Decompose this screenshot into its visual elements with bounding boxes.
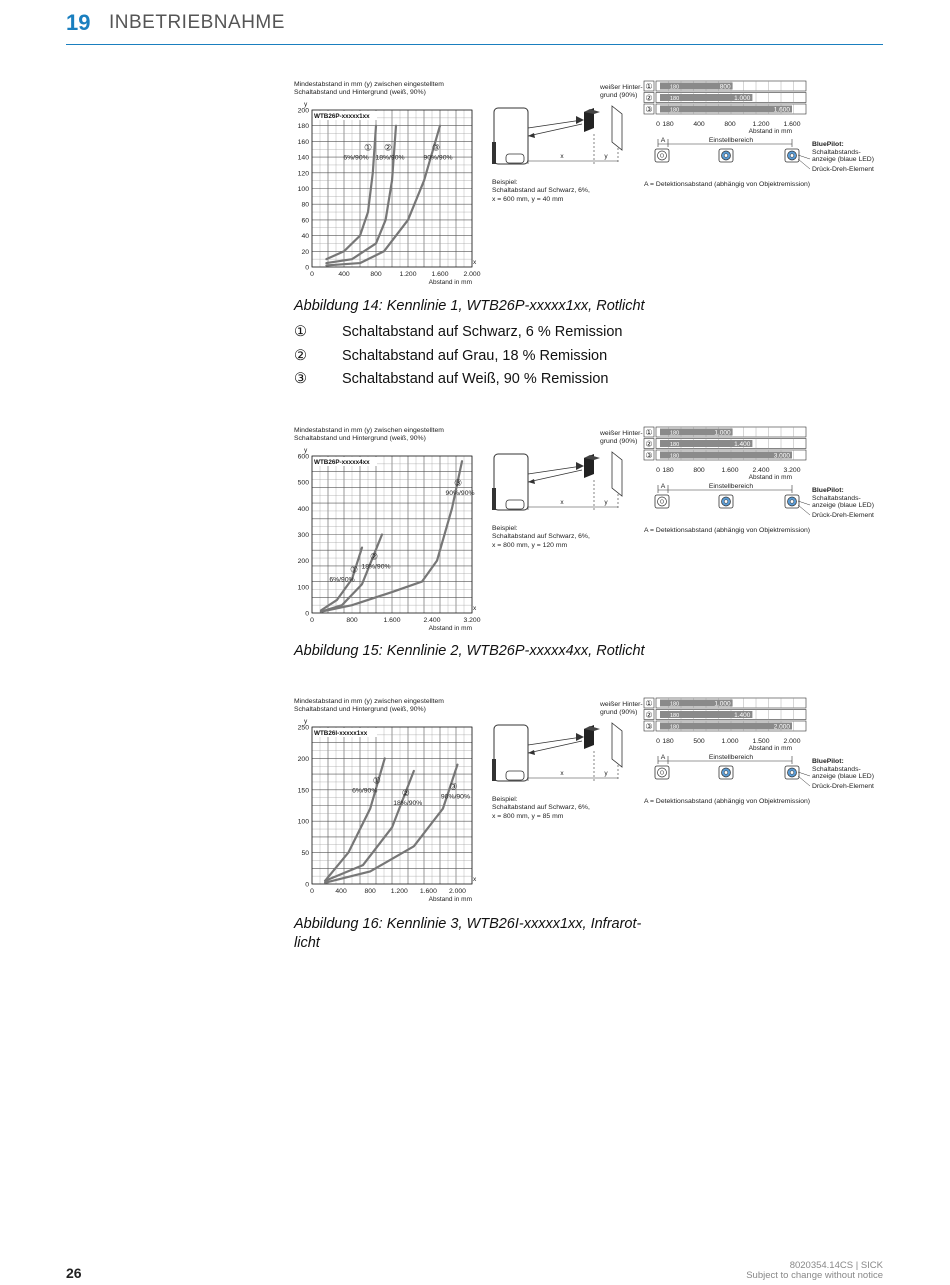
example-text: Schaltabstand auf Schwarz, 6%, xyxy=(492,533,590,540)
scale-tick-label: 180 xyxy=(662,121,674,128)
background-label: weißer Hinter- xyxy=(600,430,643,437)
arrow-head xyxy=(576,462,584,470)
detection-distance-note: A = Detektionsabstand (abhängig von Objektremission) xyxy=(644,181,811,188)
bar-value-label: 1.400 xyxy=(734,712,751,719)
scale-tick-label: 800 xyxy=(693,467,705,474)
y-tick-label: 100 xyxy=(297,818,309,826)
y-tick-label: 160 xyxy=(297,138,309,146)
scale-tick-label: 400 xyxy=(693,121,705,128)
page-number: 26 xyxy=(66,1265,82,1281)
knob-center-icon xyxy=(790,154,794,158)
bar-min-label: 180 xyxy=(670,96,680,102)
legend-number: ③ xyxy=(294,371,307,387)
bar-value-label: 1.000 xyxy=(714,700,731,708)
scale-tick-label: 180 xyxy=(662,738,674,745)
bar-min-label: 180 xyxy=(670,724,680,731)
bluepilot-title: BluePilot: xyxy=(812,141,844,148)
example-text: Schaltabstand auf Schwarz, 6%, xyxy=(492,187,590,194)
arrow-head xyxy=(528,750,535,755)
scale-tick-label: 2.000 xyxy=(783,738,801,745)
scale-title: Abstand in mm xyxy=(748,474,792,481)
row-number: ③ xyxy=(645,105,653,114)
y-tick-label: 140 xyxy=(297,154,309,162)
series-number-mark: ③ xyxy=(449,781,458,792)
range-bar xyxy=(660,452,792,459)
row-number: ② xyxy=(645,93,653,103)
dim-y-label: y xyxy=(604,770,608,777)
knob-center-icon xyxy=(724,500,728,504)
bluepilot-text: Drück-Dreh-Element xyxy=(812,512,874,519)
x-axis-letter: x xyxy=(473,259,477,266)
series-line xyxy=(321,461,462,611)
series-number-mark: ③ xyxy=(431,142,441,153)
x-tick-label: 800 xyxy=(370,271,382,278)
figure-15-caption: Abbildung 15: Kennlinie 2, WTB26P-xxxxx4xx, Rotlicht xyxy=(294,643,645,659)
background-label: weißer Hinter- xyxy=(600,84,643,91)
x-axis-title: Abstand in mm xyxy=(428,896,472,903)
dim-x-label: x xyxy=(560,499,564,506)
arrow-head xyxy=(576,733,584,741)
scale-tick-label: 180 xyxy=(662,467,674,474)
dim-x-label: x xyxy=(560,770,564,777)
figure-15 xyxy=(292,424,882,634)
label-range: Einstellbereich xyxy=(708,137,754,144)
chapter-title: INBETRIEBNAHME xyxy=(109,12,285,33)
scale-tick-label: 1.500 xyxy=(752,738,770,745)
sensor-connector xyxy=(506,771,524,780)
arrow-head xyxy=(576,116,584,124)
dim-y-label: y xyxy=(604,153,608,160)
scale-tick-label: 3.200 xyxy=(783,467,801,474)
light-ray xyxy=(528,470,582,482)
label-range: Einstellbereich xyxy=(708,483,754,490)
example-text: x = 800 mm, y = 120 mm xyxy=(492,542,568,549)
y-tick-label: 0 xyxy=(305,610,309,618)
x-tick-label: 3.200 xyxy=(463,617,481,624)
x-tick-label: 2.000 xyxy=(463,271,481,278)
x-tick-label: 1.600 xyxy=(383,617,401,624)
scale-tick-label: 1.200 xyxy=(752,121,770,128)
row-number: ① xyxy=(645,699,653,708)
x-tick-label: 400 xyxy=(338,271,350,278)
y-axis-letter: y xyxy=(304,718,308,725)
chart-grid xyxy=(312,110,472,267)
series-number-mark: ② xyxy=(369,551,379,562)
range-bar xyxy=(660,106,792,113)
figure-14-caption: Abbildung 14: Kennlinie 1, WTB26P-xxxxx1xx, Rotlicht xyxy=(294,298,645,314)
scale-tick-label: 2.400 xyxy=(752,467,770,474)
scale-title: Abstand in mm xyxy=(748,745,792,752)
y-axis-letter: y xyxy=(304,101,308,108)
series-label: 18%/90% xyxy=(361,563,391,571)
x-axis-title: Abstand in mm xyxy=(428,279,472,286)
bar-value-label: 1.600 xyxy=(773,106,790,114)
y-tick-label: 40 xyxy=(301,233,309,241)
knob-center-icon xyxy=(724,154,728,158)
legend-number: ① xyxy=(294,324,307,340)
bluepilot-text: Schaltabstands- xyxy=(812,766,861,773)
figure-14 xyxy=(292,78,882,288)
pointer-line xyxy=(798,776,810,786)
y-tick-label: 200 xyxy=(297,107,309,115)
series-label: 18%/90% xyxy=(375,154,405,162)
series-label: 18%/90% xyxy=(393,799,423,807)
knob-center-icon xyxy=(660,154,664,158)
y-tick-label: 500 xyxy=(297,479,309,487)
light-ray xyxy=(528,466,582,474)
sensor-diagram xyxy=(492,84,643,203)
detection-distance-note: A = Detektionsabstand (abhängig von Objektremission) xyxy=(644,798,811,805)
sensor-connector xyxy=(506,154,524,163)
series-number-mark: ① xyxy=(363,142,373,153)
chart-grid xyxy=(312,456,475,613)
series-label: 6%/90% xyxy=(352,787,378,795)
example-title: Beispiel: xyxy=(492,525,518,532)
y-axis-title: Schaltabstand und Hintergrund (weiß, 90%) xyxy=(294,435,426,442)
row-number: ② xyxy=(645,710,653,720)
row-number: ② xyxy=(645,439,653,449)
x-tick-label: 0 xyxy=(310,617,314,624)
x-tick-label: 1.200 xyxy=(390,888,408,895)
bluepilot-text: anzeige (blaue LED) xyxy=(812,773,874,780)
y-tick-label: 150 xyxy=(297,787,309,795)
example-text: x = 600 mm, y = 40 mm xyxy=(492,196,564,203)
y-tick-label: 600 xyxy=(297,453,309,461)
caption-line: Abbildung 16: Kennlinie 3, WTB26I-xxxxx1xx, Infrarot- xyxy=(294,916,642,932)
bluepilot-text: anzeige (blaue LED) xyxy=(812,502,874,509)
y-tick-label: 200 xyxy=(297,755,309,763)
legend-text: Schaltabstand auf Weiß, 90 % Remission xyxy=(342,371,609,387)
document-id: 8020354.14CS | SICK xyxy=(789,1260,883,1271)
background-label: grund (90%) xyxy=(600,92,638,99)
y-tick-label: 100 xyxy=(297,186,309,193)
bar-min-label: 180 xyxy=(670,701,680,708)
y-axis-title: Mindestabstand in mm (y) zwischen eingestelltem xyxy=(294,427,444,434)
bar-value-label: 3.000 xyxy=(773,452,790,460)
y-axis-title: Schaltabstand und Hintergrund (weiß, 90%) xyxy=(294,706,426,713)
example-title: Beispiel: xyxy=(492,796,518,803)
knob-center-icon xyxy=(724,771,728,775)
pointer-line xyxy=(798,501,810,505)
range-table xyxy=(644,698,874,805)
x-tick-label: 0 xyxy=(310,271,314,278)
scale-tick-label: 500 xyxy=(693,738,705,745)
figure-16 xyxy=(292,695,882,905)
x-tick-label: 2.000 xyxy=(448,888,466,895)
scale-tick-label: 0 xyxy=(656,738,660,745)
legend-text: Schaltabstand auf Schwarz, 6 % Remission xyxy=(342,324,623,340)
page-header xyxy=(66,8,883,45)
series-label: 6%/90% xyxy=(343,154,369,162)
x-axis-letter: x xyxy=(473,876,477,883)
row-number: ① xyxy=(645,428,653,437)
background-label: grund (90%) xyxy=(600,438,638,445)
x-tick-label: 800 xyxy=(364,888,376,895)
y-axis-title: Schaltabstand und Hintergrund (weiß, 90%) xyxy=(294,89,426,96)
background-plate xyxy=(612,723,622,767)
scale-tick-label: 0 xyxy=(656,467,660,474)
y-tick-label: 100 xyxy=(297,584,309,592)
y-axis-title: Mindestabstand in mm (y) zwischen eingestelltem xyxy=(294,81,444,88)
y-tick-label: 0 xyxy=(305,881,309,889)
x-tick-label: 800 xyxy=(346,617,358,624)
light-ray xyxy=(528,120,582,128)
dim-x-label: x xyxy=(560,153,564,160)
label-a: A xyxy=(660,483,666,490)
dim-y-label: y xyxy=(604,499,608,506)
x-tick-label: 1.600 xyxy=(431,271,449,278)
bluepilot-text: Drück-Dreh-Element xyxy=(812,783,874,790)
x-axis-title: Abstand in mm xyxy=(428,625,472,632)
series-number-mark: ③ xyxy=(453,478,463,489)
background-plate xyxy=(612,106,622,150)
x-tick-label: 1.200 xyxy=(399,271,417,278)
bluepilot-title: BluePilot: xyxy=(812,758,844,765)
bluepilot-text: Schaltabstands- xyxy=(812,149,861,156)
knob-center-icon xyxy=(660,500,664,504)
detection-distance-note: A = Detektionsabstand (abhängig von Objektremission) xyxy=(644,527,811,534)
scale-title: Abstand in mm xyxy=(748,128,792,135)
caption-line: licht xyxy=(294,935,320,951)
bar-min-label: 180 xyxy=(670,442,680,448)
bar-min-label: 180 xyxy=(670,453,680,460)
y-axis-letter: y xyxy=(304,447,308,454)
knob-center-icon xyxy=(790,500,794,504)
y-tick-label: 400 xyxy=(297,505,309,513)
range-table xyxy=(644,427,874,534)
series-number-mark: ② xyxy=(401,787,410,798)
sensor-edge xyxy=(492,759,496,781)
bar-min-label: 180 xyxy=(670,84,680,91)
x-tick-label: 0 xyxy=(310,888,314,895)
pointer-line xyxy=(798,159,810,169)
label-a: A xyxy=(660,137,666,144)
arrow-head xyxy=(528,133,535,138)
y-tick-label: 120 xyxy=(297,170,309,178)
document-notice: Subject to change without notice xyxy=(746,1270,883,1281)
row-number: ③ xyxy=(645,451,653,460)
x-tick-label: 400 xyxy=(335,888,347,895)
light-ray xyxy=(528,124,582,136)
scale-tick-label: 1.600 xyxy=(783,121,801,128)
bluepilot-title: BluePilot: xyxy=(812,487,844,494)
scale-tick-label: 1.000 xyxy=(721,738,739,745)
sensor-connector xyxy=(506,500,524,509)
example-text: Schaltabstand auf Schwarz, 6%, xyxy=(492,804,590,811)
y-tick-label: 60 xyxy=(301,217,309,225)
document-info xyxy=(746,1261,883,1281)
scale-tick-label: 800 xyxy=(724,121,736,128)
series-number-mark: ① xyxy=(372,775,381,786)
light-ray xyxy=(528,737,582,745)
y-tick-label: 300 xyxy=(297,532,309,539)
label-a: A xyxy=(660,754,666,761)
scale-tick-label: 1.600 xyxy=(721,467,739,474)
label-range: Einstellbereich xyxy=(708,754,754,761)
y-tick-label: 250 xyxy=(297,724,309,732)
x-tick-label: 2.400 xyxy=(423,617,441,624)
y-tick-label: 180 xyxy=(297,123,309,131)
bar-value-label: 800 xyxy=(719,83,731,91)
bar-min-label: 180 xyxy=(670,107,680,114)
y-axis-title: Mindestabstand in mm (y) zwischen eingestelltem xyxy=(294,698,444,705)
chapter-number: 19 xyxy=(66,10,91,35)
pointer-line xyxy=(798,505,810,515)
y-tick-label: 50 xyxy=(301,850,309,858)
sensor-edge xyxy=(492,488,496,510)
example-text: x = 800 mm, y = 85 mm xyxy=(492,813,564,820)
range-bar xyxy=(660,723,792,730)
chart-model-title: WTB26P-xxxxx1xx xyxy=(314,113,370,120)
bluepilot-text: Schaltabstands- xyxy=(812,495,861,502)
knob-center-icon xyxy=(660,771,664,775)
row-number: ① xyxy=(645,82,653,91)
y-tick-label: 80 xyxy=(301,201,309,209)
sensor-edge xyxy=(492,142,496,164)
pointer-line xyxy=(798,772,810,776)
series-label: 6%/90% xyxy=(329,576,355,584)
x-tick-label: 1.600 xyxy=(419,888,437,895)
light-ray xyxy=(528,741,582,753)
chart-model-title: WTB26P-xxxxx4xx xyxy=(314,459,370,466)
pointer-line xyxy=(798,155,810,159)
range-table xyxy=(644,81,874,188)
background-label: weißer Hinter- xyxy=(600,701,643,708)
series-number-mark: ① xyxy=(349,564,359,575)
bar-value-label: 1.000 xyxy=(734,95,751,102)
series-label: 90%/90% xyxy=(423,154,453,162)
bar-min-label: 180 xyxy=(670,713,680,719)
scale-tick-label: 0 xyxy=(656,121,660,128)
knob-center-icon xyxy=(790,771,794,775)
sensor-diagram xyxy=(492,430,643,549)
sensor-diagram xyxy=(492,701,643,820)
series-number-mark: ② xyxy=(383,142,393,153)
background-plate xyxy=(612,452,622,496)
series-line xyxy=(325,765,457,883)
y-tick-label: 200 xyxy=(297,558,309,566)
chart-grid xyxy=(312,727,472,884)
bar-min-label: 180 xyxy=(670,430,680,437)
arrow-head xyxy=(528,479,535,484)
bar-value-label: 1.400 xyxy=(734,441,751,448)
bar-value-label: 2.000 xyxy=(773,723,790,731)
row-number: ③ xyxy=(645,722,653,731)
background-label: grund (90%) xyxy=(600,709,638,716)
example-title: Beispiel: xyxy=(492,179,518,186)
y-tick-label: 0 xyxy=(305,264,309,272)
x-axis-letter: x xyxy=(473,605,477,612)
series-label: 90%/90% xyxy=(445,490,475,498)
legend-number: ② xyxy=(294,347,307,364)
legend-text: Schaltabstand auf Grau, 18 % Remission xyxy=(342,347,608,364)
bluepilot-text: anzeige (blaue LED) xyxy=(812,156,874,163)
y-tick-label: 20 xyxy=(301,248,309,256)
bluepilot-text: Drück-Dreh-Element xyxy=(812,166,874,173)
series-label: 90%/90% xyxy=(440,793,471,801)
bar-value-label: 1.000 xyxy=(714,429,731,437)
figure-16-caption xyxy=(294,915,654,953)
chart-model-title: WTB26I-xxxxx1xx xyxy=(314,730,368,737)
